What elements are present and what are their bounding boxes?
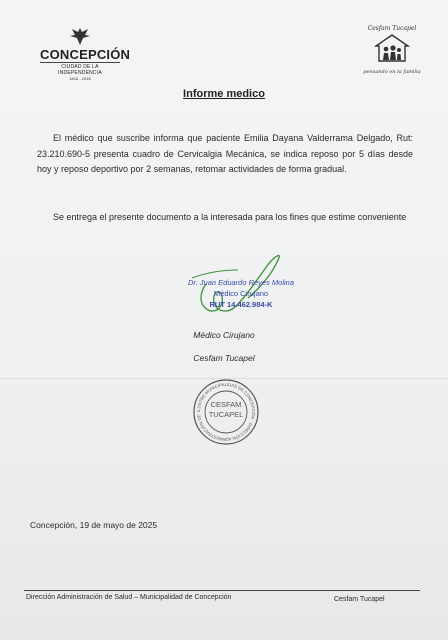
signer-role: Médico Cirujano (193, 330, 255, 340)
document-date: Concepción, 19 de mayo de 2025 (30, 520, 158, 530)
footer-department: Dirección Administración de Salud – Municipalidad de Concepción (26, 594, 232, 601)
logo-subtitle: CIUDAD DE LA INDEPENDENCIA (40, 62, 120, 76)
logo-city-name: CONCEPCIÓN (40, 47, 131, 62)
medical-report-paragraph: El médico que suscribe informa que paciente Emilia Dayana Valderrama Delgado, Rut: 23.210.690-5 presenta cuadro de Cervicalgia Mecánica, se indica reposo por 5 días desde hoy y reposo deportivo por 2 semanas, retomar actividades de forma gradual. (37, 133, 413, 174)
cesfam-tucapel-logo (360, 25, 424, 75)
logo-years: 1818 - 2018 (69, 76, 91, 81)
stamp-doctor-rut: RUT 14.462.984-K (209, 300, 273, 309)
logo-right-top-text: Cesfam Tucapel (367, 25, 417, 32)
delivery-statement: Se entrega el presente documento a la interesada para los fines que estime conveniente (53, 212, 407, 222)
footer-institution: Cesfam Tucapel (334, 596, 385, 603)
concepcion-logo (40, 26, 131, 81)
stamp-doctor-name: Dr. Juan Eduardo Reyes Molina (187, 278, 295, 287)
family-house-icon (372, 32, 412, 64)
seal-center-line1: CESFAM (210, 400, 242, 409)
signer-institution: Cesfam Tucapel (193, 353, 255, 363)
stamp-doctor-role: Médico Cirujano (213, 289, 269, 298)
footer-divider (24, 590, 420, 591)
seal-center-text (192, 400, 260, 420)
document-title: Informe medico (183, 88, 265, 100)
logo-right-bottom-text: pensando en la familia (363, 69, 421, 75)
doctor-stamp (186, 277, 296, 310)
seal-center-line2: TUCAPEL (208, 410, 244, 419)
eagle-emblem-icon (68, 26, 92, 46)
seal-ring-text: ILUSTRE MUNICIPALIDAD DE CONCEPCIÓN · DIRECCIÓN ADMINISTRACIÓN DE (195, 381, 257, 443)
